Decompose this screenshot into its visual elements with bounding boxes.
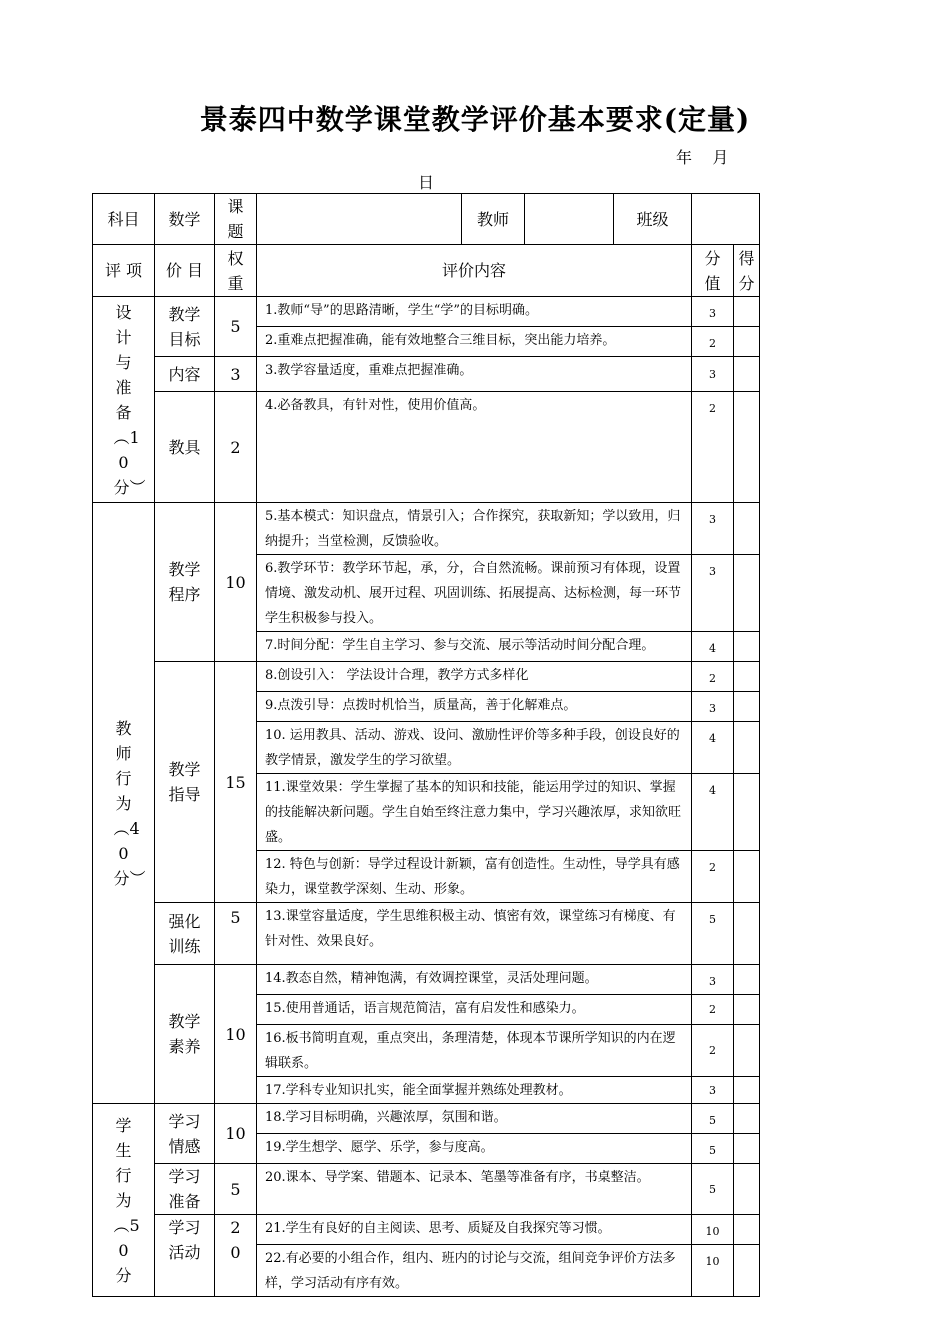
category-design: 设计与准备︵10分︶ (93, 297, 155, 503)
score-cell[interactable] (734, 995, 760, 1025)
criterion-text: 18.学习目标明确，兴趣浓厚，氛围和谐。 (257, 1104, 692, 1134)
score-cell[interactable] (734, 662, 760, 692)
sub-emotion: 学习情感 (155, 1104, 215, 1164)
score-cell[interactable] (734, 1245, 760, 1297)
weight-procedure: 10 (215, 503, 257, 662)
score-cell[interactable] (734, 357, 760, 392)
weight-literacy: 10 (215, 965, 257, 1104)
table-row (93, 392, 760, 503)
score-cell[interactable] (734, 392, 760, 503)
weight-guidance: 15 (215, 662, 257, 903)
header-weight: 权重 (215, 245, 257, 297)
table-row (93, 1215, 760, 1245)
table-row (93, 297, 760, 327)
weight-content: 3 (215, 357, 257, 392)
category-teacher: 教师行为︵40分︶ (93, 503, 155, 1104)
criterion-points: 2 (692, 851, 734, 903)
criterion-points: 3 (692, 965, 734, 995)
criterion-text: 12. 特色与创新：导学过程设计新颖，富有创造性。生动性，导学具有感染力，课堂教学深刻、生动、形象。 (257, 851, 692, 903)
criterion-text: 11.课堂效果：学生掌握了基本的知识和技能，能运用学过的知识、掌握的技能解决新问题。学生自始至终注意力集中，学习兴趣浓厚，求知欲旺盛。 (257, 774, 692, 851)
class-value[interactable] (692, 194, 760, 245)
criterion-points: 4 (692, 774, 734, 851)
criterion-points: 3 (692, 357, 734, 392)
criterion-text: 3.教学容量适度，重难点把握准确。 (257, 357, 692, 392)
score-cell[interactable] (734, 503, 760, 555)
criterion-points: 5 (692, 1164, 734, 1215)
header-item: 评 项 (93, 245, 155, 297)
header-content: 评价内容 (257, 245, 692, 297)
subject-label: 科目 (93, 194, 155, 245)
criterion-text: 10. 运用教具、活动、游戏、设问、激励性评价等多种手段，创设良好的教学情景，激发学生的学习欲望。 (257, 722, 692, 774)
sub-content: 内容 (155, 357, 215, 392)
score-cell[interactable] (734, 903, 760, 965)
score-cell[interactable] (734, 965, 760, 995)
criterion-points: 4 (692, 632, 734, 662)
score-cell[interactable] (734, 1104, 760, 1134)
score-cell[interactable] (734, 632, 760, 662)
criterion-text: 8.创设引入： 学法设计合理，教学方式多样化 (257, 662, 692, 692)
score-cell[interactable] (734, 327, 760, 357)
date-year-month: 年 月 (676, 148, 729, 167)
table-row (93, 1104, 760, 1134)
header-row (93, 245, 760, 297)
score-cell[interactable] (734, 1215, 760, 1245)
criterion-points: 2 (692, 1025, 734, 1077)
criterion-points: 5 (692, 1134, 734, 1164)
criterion-text: 22.有必要的小组合作，组内、班内的讨论与交流，组间竞争评价方法多样，学习活动有序有效。 (257, 1245, 692, 1297)
score-cell[interactable] (734, 555, 760, 632)
criterion-points: 3 (692, 555, 734, 632)
score-cell[interactable] (734, 1134, 760, 1164)
criterion-text: 20.课本、导学案、错题本、记录本、笔墨等准备有序，书桌整洁。 (257, 1164, 692, 1215)
criterion-points: 4 (692, 722, 734, 774)
criterion-points: 2 (692, 392, 734, 503)
teacher-value[interactable] (525, 194, 614, 245)
criterion-text: 14.教态自然，精神饱满，有效调控课堂，灵活处理问题。 (257, 965, 692, 995)
table-row (93, 965, 760, 995)
sub-activity: 学习活动 (155, 1215, 215, 1297)
score-cell[interactable] (734, 722, 760, 774)
teacher-label: 教师 (462, 194, 525, 245)
sub-guidance: 教学指导 (155, 662, 215, 903)
table-row (93, 503, 760, 555)
score-cell[interactable] (734, 774, 760, 851)
header-score: 得分 (734, 245, 760, 297)
criterion-text: 7.时间分配：学生自主学习、参与交流、展示等活动时间分配合理。 (257, 632, 692, 662)
date-day: 日 (418, 173, 435, 192)
score-cell[interactable] (734, 1077, 760, 1104)
weight-activity: 20 (215, 1215, 257, 1297)
criterion-points: 3 (692, 1077, 734, 1104)
criterion-text: 4.必备教具，有针对性，使用价值高。 (257, 392, 692, 503)
sub-teaching-aids: 教具 (155, 392, 215, 503)
header-target: 价 目 (155, 245, 215, 297)
criterion-text: 15.使用普通话，语言规范简洁，富有启发性和感染力。 (257, 995, 692, 1025)
criterion-points: 10 (692, 1245, 734, 1297)
table-row (93, 1164, 760, 1215)
table-row (93, 357, 760, 392)
info-row (93, 194, 760, 245)
criterion-points: 2 (692, 327, 734, 357)
criterion-text: 1.教师“导”的思路清晰，学生“学”的目标明确。 (257, 297, 692, 327)
criterion-points: 10 (692, 1215, 734, 1245)
criterion-points: 3 (692, 692, 734, 722)
criterion-points: 3 (692, 297, 734, 327)
criterion-points: 3 (692, 503, 734, 555)
subject-value[interactable]: 数学 (155, 194, 215, 245)
criterion-text: 5.基本模式：知识盘点，情景引入；合作探究，获取新知；学以致用，归纳提升；当堂检测，反馈验收。 (257, 503, 692, 555)
criterion-text: 17.学科专业知识扎实，能全面掌握并熟练处理教材。 (257, 1077, 692, 1104)
topic-label: 课题 (215, 194, 257, 245)
score-cell[interactable] (734, 851, 760, 903)
criterion-text: 21.学生有良好的自主阅读、思考、质疑及自我探究等习惯。 (257, 1215, 692, 1245)
criterion-points: 2 (692, 662, 734, 692)
criterion-points: 5 (692, 903, 734, 965)
weight-preparation: 5 (215, 1164, 257, 1215)
criterion-text: 16.板书简明直观，重点突出，条理清楚，体现本节课所学知识的内在逻辑联系。 (257, 1025, 692, 1077)
score-cell[interactable] (734, 1025, 760, 1077)
score-cell[interactable] (734, 1164, 760, 1215)
topic-value[interactable] (257, 194, 462, 245)
weight-emotion: 10 (215, 1104, 257, 1164)
weight-teaching-aids: 2 (215, 392, 257, 503)
sub-drill: 强化训练 (155, 903, 215, 965)
weight-drill: 5 (215, 903, 257, 965)
sub-preparation: 学习准备 (155, 1164, 215, 1215)
evaluation-table (92, 193, 760, 1297)
header-points: 分值 (692, 245, 734, 297)
criterion-text: 6.教学环节：教学环节起，承，分，合自然流畅。课前预习有体现，设置情境、激发动机、展开过程、巩固训练、拓展提高、达标检测，每一环节学生积极参与投入。 (257, 555, 692, 632)
table-row (93, 903, 760, 965)
category-student: 学生行为︵50分 (93, 1104, 155, 1297)
criterion-points: 2 (692, 995, 734, 1025)
criterion-text: 9.点泼引导：点拨时机恰当，质量高，善于化解难点。 (257, 692, 692, 722)
criterion-points: 5 (692, 1104, 734, 1134)
table-row (93, 662, 760, 692)
criterion-text: 19.学生想学、愿学、乐学，参与度高。 (257, 1134, 692, 1164)
sub-procedure: 教学程序 (155, 503, 215, 662)
criterion-text: 2.重难点把握准确，能有效地整合三维目标，突出能力培养。 (257, 327, 692, 357)
score-cell[interactable] (734, 297, 760, 327)
class-label: 班级 (614, 194, 692, 245)
weight-teaching-goal: 5 (215, 297, 257, 357)
sub-teaching-goal: 教学目标 (155, 297, 215, 357)
criterion-text: 13.课堂容量适度，学生思维积极主动、慎密有效，课堂练习有梯度、有针对性、效果良好。 (257, 903, 692, 965)
sub-literacy: 教学素养 (155, 965, 215, 1104)
page-title: 景泰四中数学课堂教学评价基本要求(定量) (199, 103, 751, 136)
score-cell[interactable] (734, 692, 760, 722)
